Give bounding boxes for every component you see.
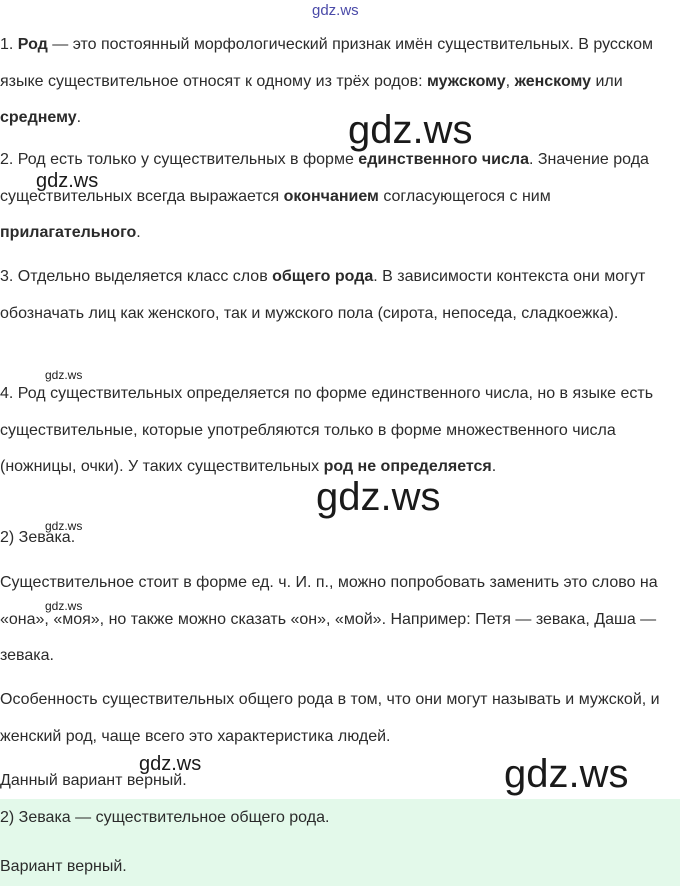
paragraph-2: 2. Род есть только у существительных в форме единственного числа. Значение рода существительных всегда выражается окончанием согласующегося с ним прилагательного. <box>0 151 649 241</box>
watermark-large-1: gdz.ws <box>348 108 473 152</box>
answer-box <box>0 799 680 886</box>
answer-line-2: Вариант верный. <box>0 858 127 875</box>
watermark-small-2: gdz.ws <box>45 519 83 533</box>
paragraph-7: Особенность существительных общего рода в том, что они могут называть и мужской, и женский род, чаще всего это характеристика людей. <box>0 691 660 745</box>
answer-line-1: 2) Зевака — существительное общего рода. <box>0 809 330 826</box>
watermark-small-1: gdz.ws <box>45 368 83 382</box>
watermark-large-2: gdz.ws <box>316 475 441 519</box>
watermark-medium-2: gdz.ws <box>139 753 202 775</box>
watermark-small-3: gdz.ws <box>45 599 83 613</box>
paragraph-6: Существительное стоит в форме ед. ч. И. п., можно попробовать заменить это слово на «она», «моя», но также можно сказать «он», «мой». Например: Петя — зевака, Даша — зевака. <box>0 574 658 664</box>
paragraph-8: Данный вариант верный. <box>0 772 187 789</box>
watermark-top: gdz.ws <box>312 2 359 19</box>
paragraph-3: 3. Отдельно выделяется класс слов общего рода. В зависимости контекста они могут обозначать лиц как женского, так и мужского пола (сирота, непоседа, сладкоежка). <box>0 268 646 322</box>
paragraph-1: 1. Род — это постоянный морфологический признак имён существительных. В русском языке существительное относят к одному из трёх родов: мужскому, женскому или среднему. <box>0 36 653 126</box>
watermark-medium-1: gdz.ws <box>36 170 99 192</box>
paragraph-5: 2) Зевака. <box>0 529 76 546</box>
paragraph-4: 4. Род существительных определяется по форме единственного числа, но в языке есть существительные, которые употребляются только в форме множественного числа (ножницы, очки). У таких существительных род не определяется. <box>0 385 654 475</box>
watermark-large-3: gdz.ws <box>504 752 629 796</box>
